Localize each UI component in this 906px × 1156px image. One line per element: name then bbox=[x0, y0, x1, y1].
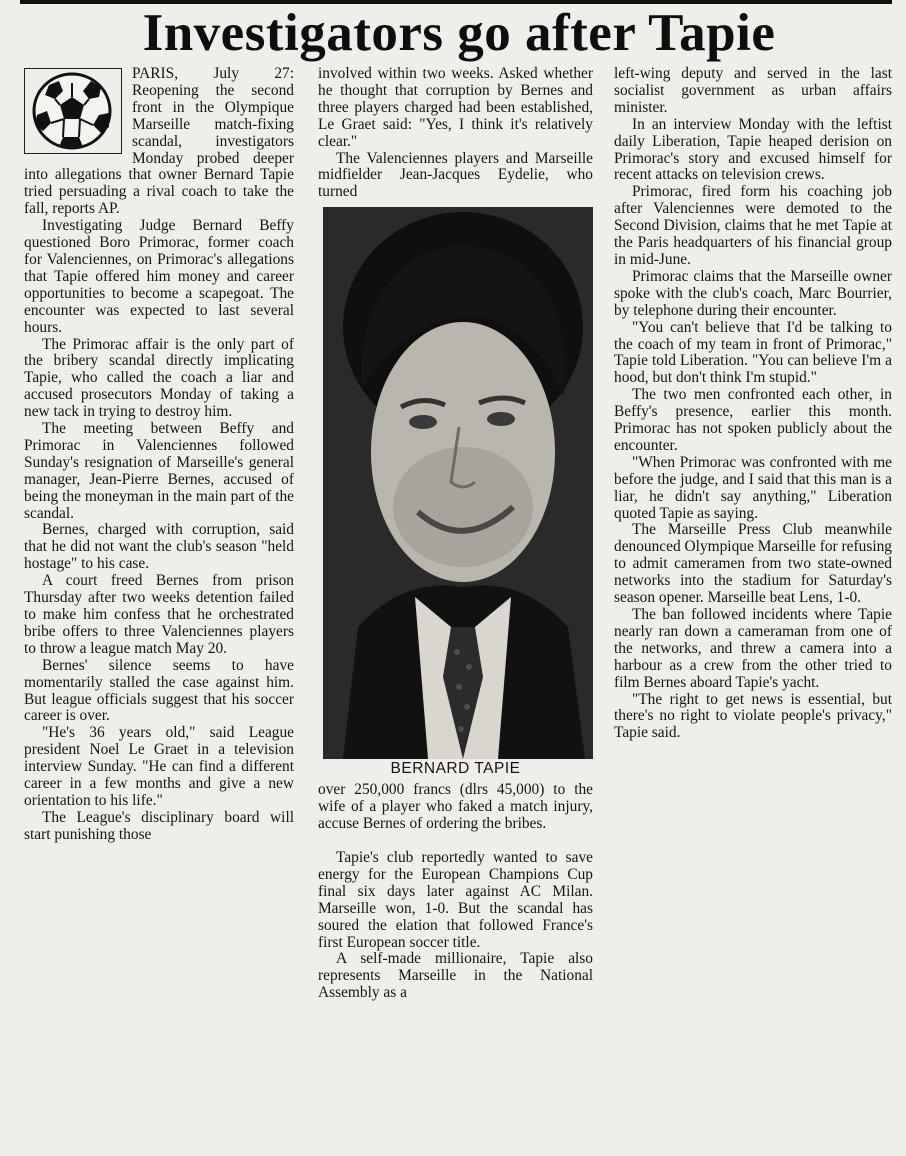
article-paragraph: The ban followed incidents where Tapie nearly ran down a cameraman from one of the networks, and threw a camera into a harbour as a crew from the other tried to film Bernes aboard Tapie's yacht. bbox=[614, 606, 892, 691]
portrait-photo bbox=[323, 207, 593, 759]
article-column-1 bbox=[24, 66, 294, 844]
article-paragraph: over 250,000 francs (dlrs 45,000) to the wife of a player who faked a match injury, accuse Bernes of ordering the bribes. bbox=[318, 781, 593, 833]
article-paragraph: PARIS, July 27: Reopening the second front in the Olympique Marseille match-fixing scandal, investigators Monday probed deeper into allegations that owner Bernard Tapie tried persuading a rival coach to take the fall, reports AP. bbox=[24, 65, 294, 218]
article-paragraph: "When Primorac was confronted with me before the judge, and I said that this man is a liar, he didn't say anything," Liberation quoted Tapie as saying. bbox=[614, 453, 892, 522]
photo-block bbox=[318, 207, 593, 778]
article-paragraph: "He's 36 years old," said League president Noel Le Graet in a television interview Sunday. "He can find a different career in a few months and give a new orientation to his life." bbox=[24, 724, 294, 809]
sports-icon-box bbox=[24, 66, 124, 158]
article-paragraph: Primorac claims that the Marseille owner spoke with the club's coach, Marc Bourrier, by telephone during their encounter. bbox=[614, 267, 892, 319]
article-paragraph: Tapie's club reportedly wanted to save energy for the European Champions Cup final six days later against AC Milan. Marseille won, 1-0. But the scandal has soured the elation that followed France's first European soccer title. bbox=[318, 848, 593, 951]
article-paragraph: Bernes, charged with corruption, said that he did not want the club's season "held hostage" to his case. bbox=[24, 521, 294, 573]
article-paragraph: In an interview Monday with the leftist daily Liberation, Tapie heaped derision on Primorac's story and excused himself for recent attacks on television crews. bbox=[614, 115, 892, 184]
soccer-ball-icon bbox=[29, 71, 115, 151]
article-paragraph: left-wing deputy and served in the last socialist government as urban affairs minister. bbox=[614, 65, 892, 116]
article-paragraph: The Primorac affair is the only part of the bribery scandal directly implicating Tapie, who called the coach a liar and accused prosecutors Monday of taking a new tack in trying to destroy him. bbox=[24, 335, 294, 421]
article-column-3 bbox=[614, 66, 892, 742]
article-paragraph: "You can't believe that I'd be talking to the coach of my team in front of Primorac," Tapie told Liberation. "You can believe I'm a hood, but don't think I'm stupid." bbox=[614, 318, 892, 387]
article-column-2 bbox=[318, 66, 593, 1002]
photo-caption: BERNARD TAPIE bbox=[390, 760, 521, 778]
article-paragraph: The Marseille Press Club meanwhile denounced Olympique Marseille for refusing to admit cameramen from two state-owned networks into the stadium for Saturday's season opener. Marseille beat Lens, 1-0. bbox=[614, 521, 892, 607]
article-paragraph: Investigating Judge Bernard Beffy questioned Boro Primorac, former coach for Valenciennes, on Primorac's allegations that Tapie offered him money and career opportunities to become a scapegoat. The encounter was expected to last several hours. bbox=[24, 217, 294, 336]
article-paragraph: "The right to get news is essential, but there's no right to violate people's privacy," Tapie said. bbox=[614, 690, 892, 742]
article-paragraph: A self-made millionaire, Tapie also represents Marseille in the National Assembly as a bbox=[318, 950, 593, 1002]
article-paragraph: Bernes' silence seems to have momentarily stalled the case against him. But league officials suggest that his soccer career is over. bbox=[24, 656, 294, 725]
article-paragraph: The meeting between Beffy and Primorac in Valenciennes followed Sunday's resignation of Marseille's general manager, Jean-Pierre Bernes, accused of being the moneyman in the main part of the scandal. bbox=[24, 420, 294, 522]
article-paragraph: The League's disciplinary board will start punishing those bbox=[24, 808, 294, 843]
article-paragraph: involved within two weeks. Asked whether he thought that corruption by Bernes and three players charged had been established, Le Graet said: "Yes, I think it's relatively clear." bbox=[318, 65, 593, 150]
article-paragraph: A court freed Bernes from prison Thursday after two weeks detention failed to make him confess that he orchestrated bribe offers to three Valenciennes players to throw a league match May 20. bbox=[24, 572, 294, 657]
headline: Investigators go after Tapie bbox=[142, 4, 776, 62]
article-paragraph: Primorac, fired form his coaching job after Valenciennes were demoted to the Second Division, claims that he met Tapie at the Paris headquarters of his financial group in mid-June. bbox=[614, 183, 892, 268]
article-paragraph: The Valenciennes players and Marseille midfielder Jean-Jacques Eydelie, who turned bbox=[318, 149, 593, 201]
article-paragraph: The two men confronted each other, in Beffy's presence, earlier this month. Primorac has not spoken publicly about the encounter. bbox=[614, 386, 892, 454]
